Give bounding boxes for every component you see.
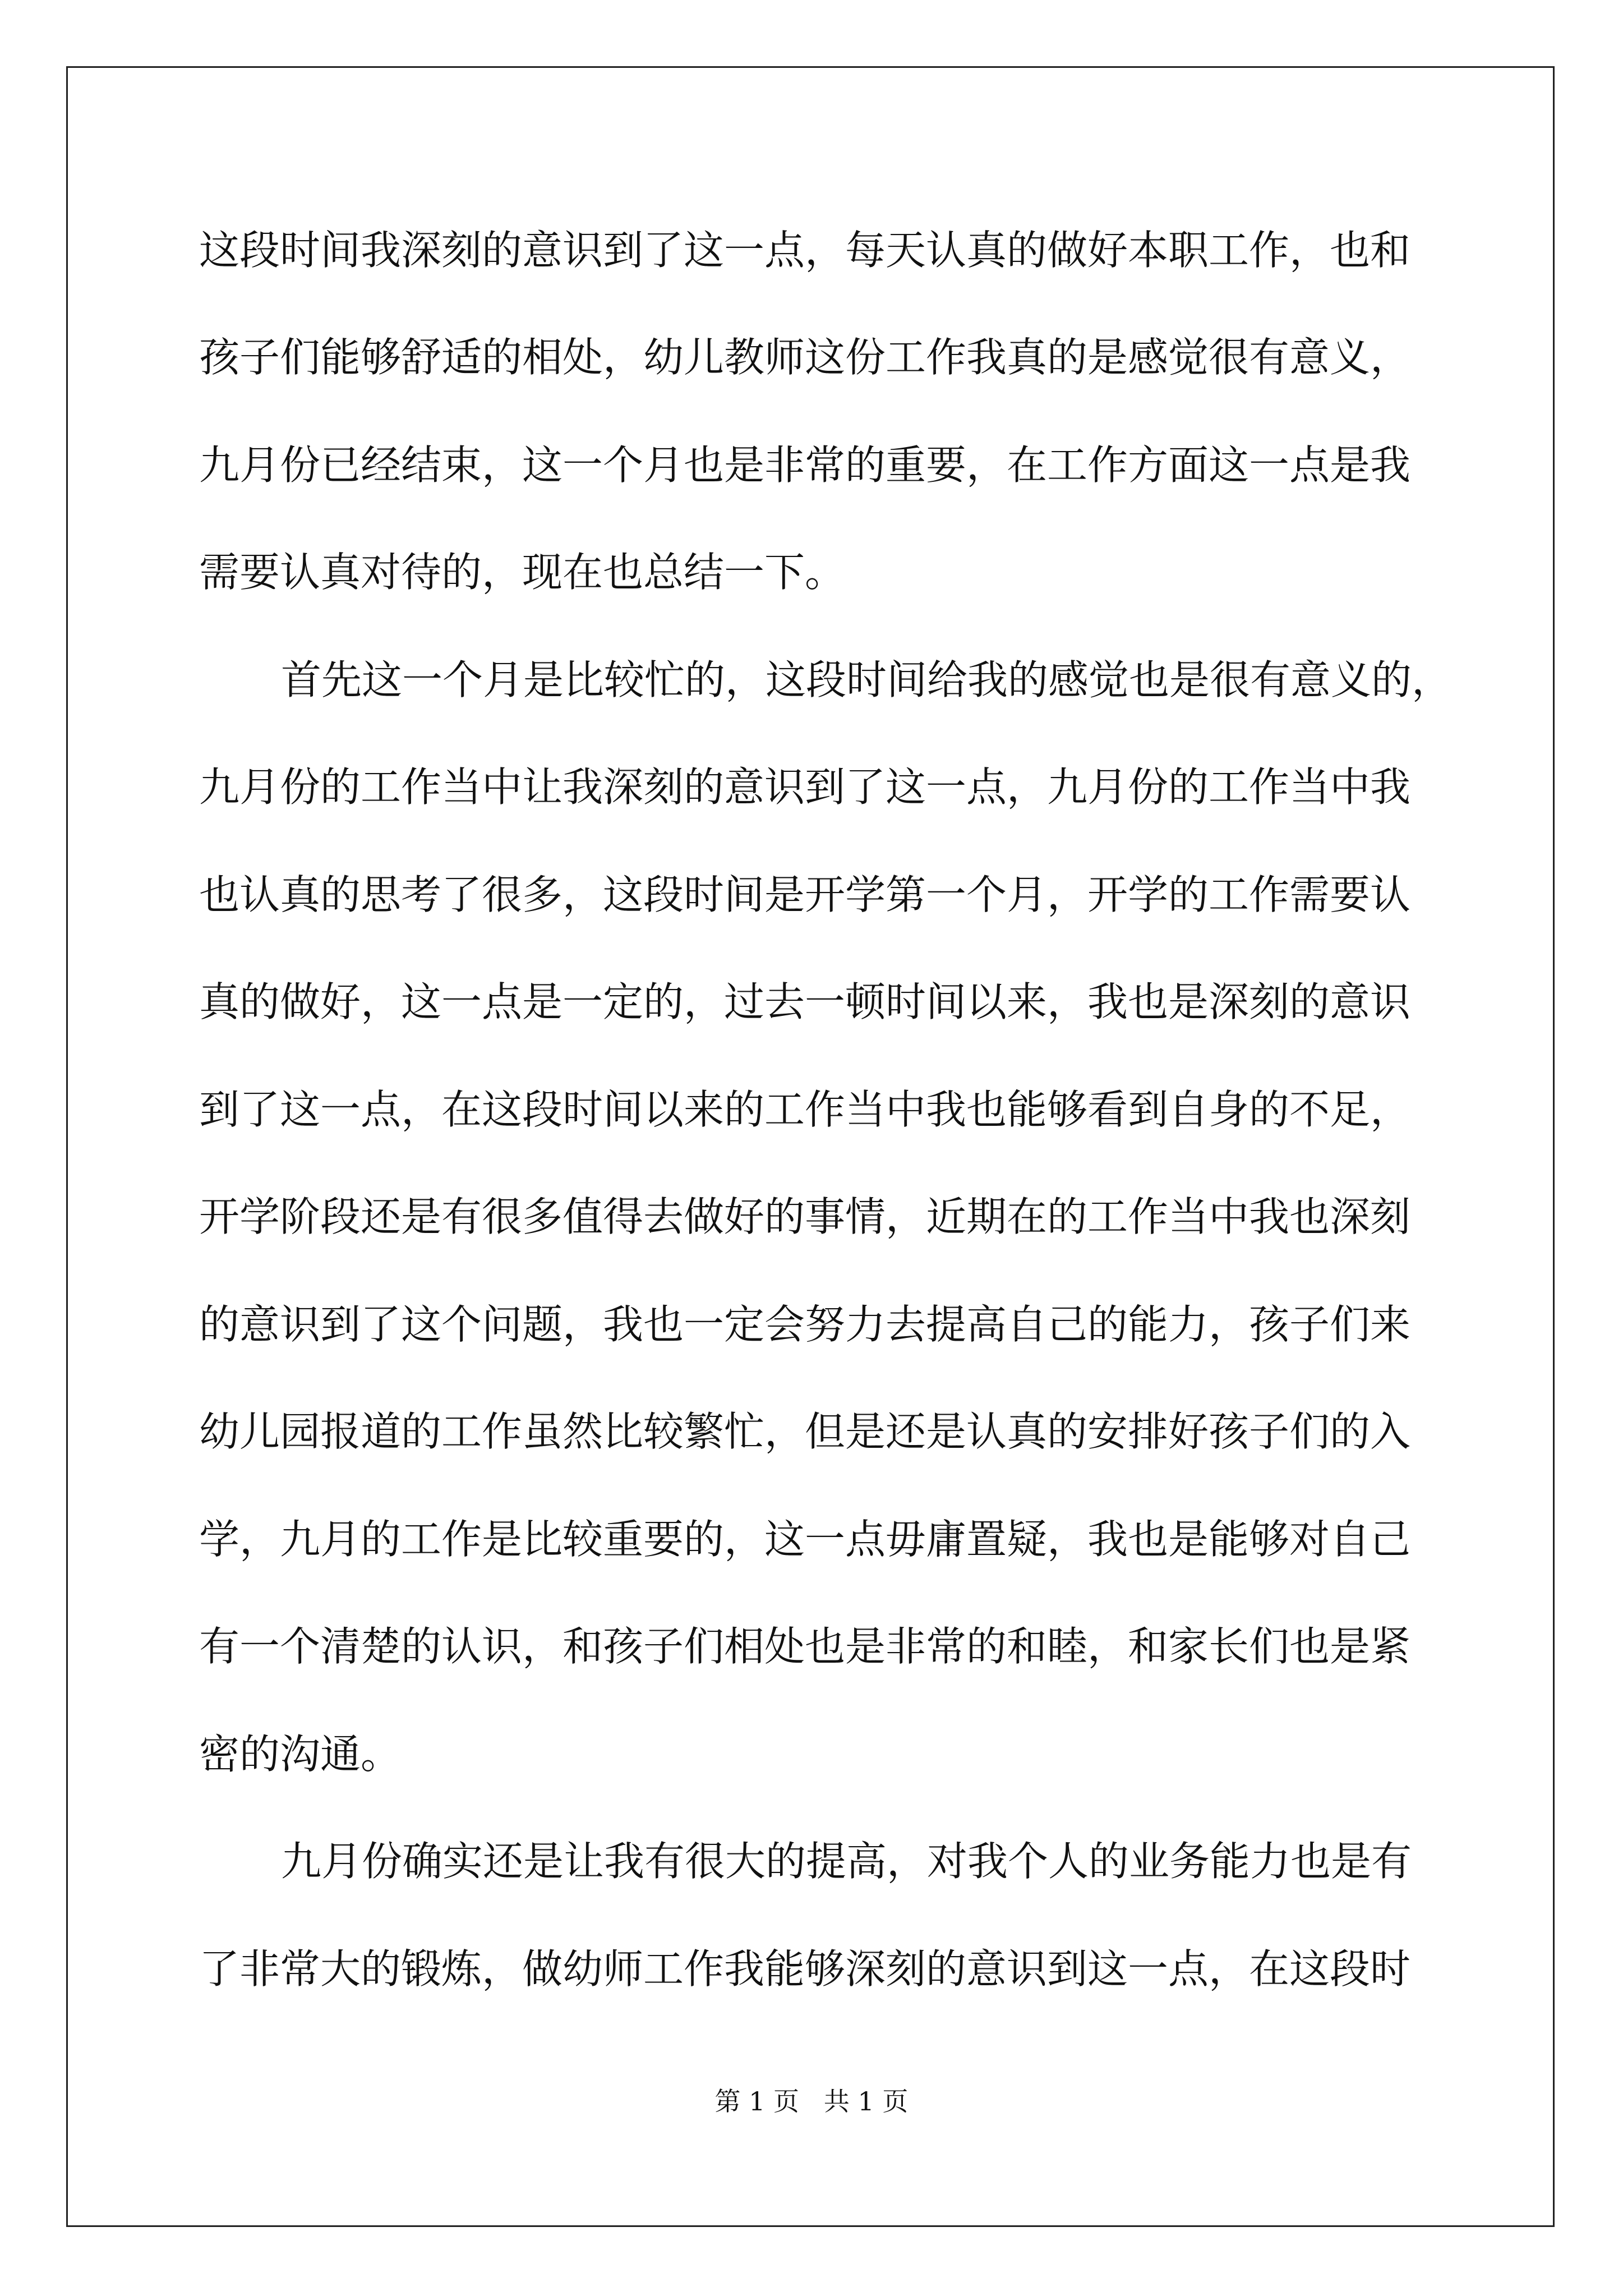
text-line: 九月份的工作当中让我深刻的意识到了这一点，九月份的工作当中我 xyxy=(199,763,1411,811)
text-line: 开学阶段还是有很多值得去做好的事情，近期在的工作当中我也深刻 xyxy=(199,1193,1411,1240)
text-line: 的意识到了这个问题，我也一定会努力去提高自己的能力，孩子们来 xyxy=(199,1301,1411,1348)
page-number: 第 1 页 共 1 页 xyxy=(714,2086,909,2116)
text-line: 九月份已经结束，这一个月也是非常的重要，在工作方面这一点是我 xyxy=(199,441,1411,489)
text-line: 需要认真对待的，现在也总结一下。 xyxy=(199,549,846,596)
text-line: 首先这一个月是比较忙的，这段时间给我的感觉也是很有意义的， xyxy=(281,656,1453,703)
text-line: 也认真的思考了很多，这段时间是开学第一个月，开学的工作需要认 xyxy=(199,871,1411,918)
text-line: 这段时间我深刻的意识到了这一点，每天认真的做好本职工作，也和 xyxy=(199,227,1411,274)
text-line: 密的沟通。 xyxy=(199,1731,402,1778)
document-body xyxy=(199,217,1453,2096)
text-line: 学，九月的工作是比较重要的，这一点毋庸置疑，我也是能够对自己 xyxy=(199,1516,1411,1563)
text-line: 九月份确实还是让我有很大的提高，对我个人的业务能力也是有 xyxy=(281,1838,1412,1885)
text-line: 到了这一点，在这段时间以来的工作当中我也能够看到自身的不足， xyxy=(199,1086,1411,1133)
text-line: 孩子们能够舒适的相处，幼儿教师这份工作我真的是感觉很有意义， xyxy=(199,334,1411,381)
text-line: 了非常大的锻炼，做幼师工作我能够深刻的意识到这一点，在这段时 xyxy=(199,1945,1411,1993)
text-line: 有一个清楚的认识，和孩子们相处也是非常的和睦，和家长们也是紧 xyxy=(199,1623,1411,1670)
text-line: 幼儿园报道的工作虽然比较繁忙，但是还是认真的安排好孩子们的入 xyxy=(199,1408,1411,1455)
text-line: 真的做好，这一点是一定的，过去一顿时间以来，我也是深刻的意识 xyxy=(199,978,1411,1025)
